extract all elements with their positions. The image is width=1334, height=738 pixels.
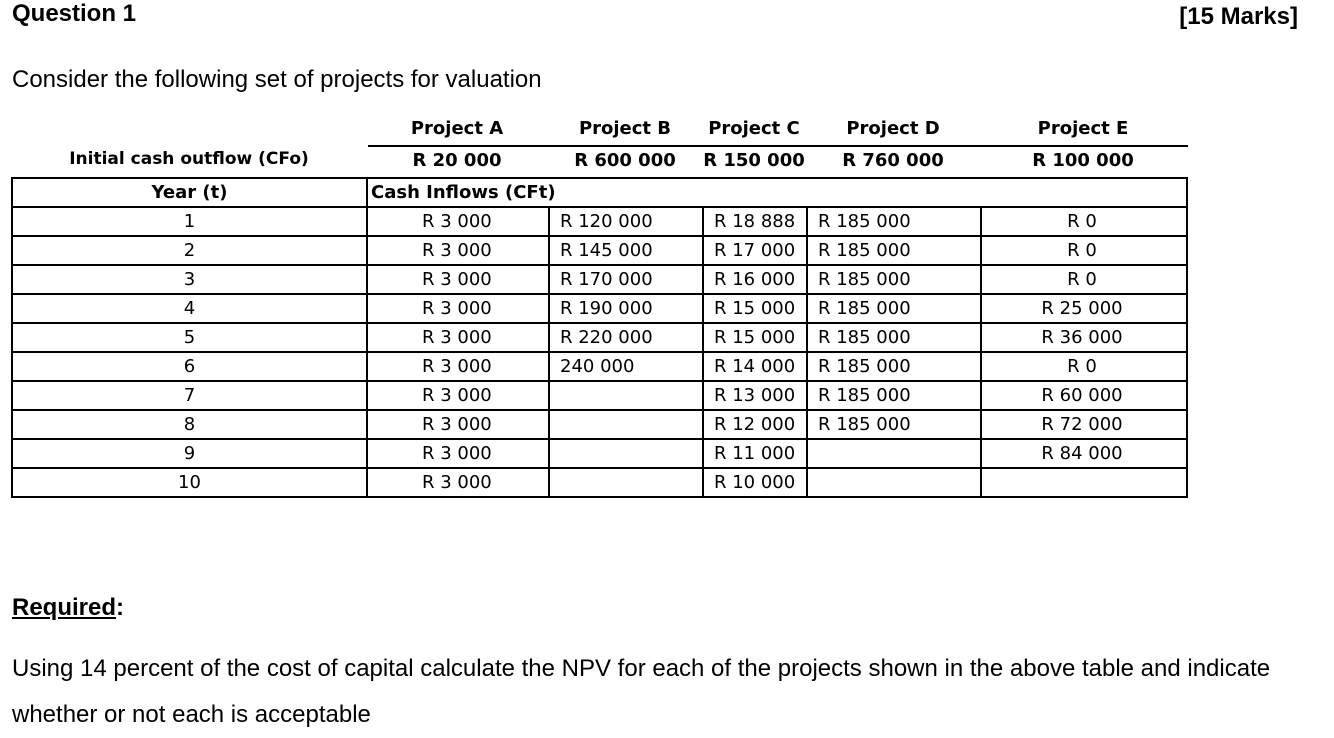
project-b-initial: R 600 000 — [574, 150, 676, 171]
project-e-cell — [981, 468, 1187, 497]
project-a-name: Project A — [410, 118, 504, 139]
project-d-cell: R 185 000 — [807, 294, 981, 323]
required-colon: : — [116, 594, 125, 621]
project-c-cell: R 10 000 — [703, 468, 807, 497]
table-row — [12, 381, 1187, 410]
table-row — [12, 439, 1187, 468]
project-b-cell: R 190 000 — [549, 294, 703, 323]
project-d-cell: R 185 000 — [807, 410, 981, 439]
table-row — [12, 323, 1187, 352]
project-c-cell: R 18 888 — [703, 207, 807, 236]
year-cell: 7 — [12, 381, 367, 410]
project-c-initial: R 150 000 — [703, 150, 805, 171]
table-header-row — [12, 178, 1187, 207]
project-d-cell: R 185 000 — [807, 352, 981, 381]
project-c-cell: R 14 000 — [703, 352, 807, 381]
project-e-cell: R 25 000 — [981, 294, 1187, 323]
project-e-cell: R 0 — [981, 207, 1187, 236]
project-a-cell: R 3 000 — [367, 265, 549, 294]
required-text: Using 14 percent of the cost of capital calculate the NPV for each of the projects shown in the above table and indicate whether or not each is acceptable — [12, 655, 1271, 728]
year-cell: 8 — [12, 410, 367, 439]
project-c-cell: R 15 000 — [703, 294, 807, 323]
project-c-name: Project C — [708, 118, 800, 139]
marks-label: [15 Marks] — [1179, 3, 1298, 30]
project-b-cell: 240 000 — [549, 352, 703, 381]
year-cell: 4 — [12, 294, 367, 323]
project-c-cell: R 13 000 — [703, 381, 807, 410]
project-e-cell: R 60 000 — [981, 381, 1187, 410]
project-b-cell — [549, 468, 703, 497]
project-e-name: Project E — [1037, 118, 1129, 139]
project-d-cell — [807, 468, 981, 497]
project-e-cell: R 0 — [981, 236, 1187, 265]
table-row — [12, 410, 1187, 439]
project-a-initial: R 20 000 — [412, 150, 502, 171]
project-e-cell: R 72 000 — [981, 410, 1187, 439]
table-row — [12, 236, 1187, 265]
header-rule — [368, 145, 1188, 147]
table-row — [12, 265, 1187, 294]
table-row — [12, 352, 1187, 381]
project-a-cell: R 3 000 — [367, 381, 549, 410]
project-e-cell: R 84 000 — [981, 439, 1187, 468]
project-d-name: Project D — [846, 118, 940, 139]
project-a-cell: R 3 000 — [367, 294, 549, 323]
project-e-cell: R 36 000 — [981, 323, 1187, 352]
project-e-cell: R 0 — [981, 265, 1187, 294]
question-title: Question 1 — [12, 0, 137, 27]
project-b-cell: R 220 000 — [549, 323, 703, 352]
required-heading — [12, 594, 124, 622]
year-cell: 9 — [12, 439, 367, 468]
project-b-cell — [549, 381, 703, 410]
project-d-cell: R 185 000 — [807, 323, 981, 352]
project-d-cell: R 185 000 — [807, 236, 981, 265]
year-cell: 5 — [12, 323, 367, 352]
table-row — [12, 207, 1187, 236]
cash-flow-table — [11, 177, 1188, 498]
year-header: Year (t) — [12, 178, 367, 207]
project-d-cell: R 185 000 — [807, 207, 981, 236]
project-b-cell: R 145 000 — [549, 236, 703, 265]
year-cell: 6 — [12, 352, 367, 381]
project-b-name: Project B — [578, 118, 672, 139]
table-row — [12, 294, 1187, 323]
project-b-cell: R 120 000 — [549, 207, 703, 236]
project-c-cell: R 11 000 — [703, 439, 807, 468]
project-b-cell — [549, 410, 703, 439]
year-cell: 3 — [12, 265, 367, 294]
project-a-cell: R 3 000 — [367, 323, 549, 352]
project-a-cell: R 3 000 — [367, 352, 549, 381]
project-d-initial: R 760 000 — [842, 150, 944, 171]
cash-inflows-header: Cash Inflows (CFt) — [367, 178, 1187, 207]
year-cell: 10 — [12, 468, 367, 497]
intro-text: Consider the following set of projects for valuation — [12, 66, 542, 93]
project-a-cell: R 3 000 — [367, 439, 549, 468]
project-e-cell: R 0 — [981, 352, 1187, 381]
project-d-cell — [807, 439, 981, 468]
project-a-cell: R 3 000 — [367, 207, 549, 236]
required-label: Required — [12, 594, 117, 621]
table-row — [12, 468, 1187, 497]
project-d-cell: R 185 000 — [807, 265, 981, 294]
project-c-cell: R 12 000 — [703, 410, 807, 439]
project-c-cell: R 16 000 — [703, 265, 807, 294]
project-c-cell: R 17 000 — [703, 236, 807, 265]
project-a-cell: R 3 000 — [367, 236, 549, 265]
initial-outflow-label: Initial cash outflow (CFo) — [69, 149, 309, 169]
project-d-cell: R 185 000 — [807, 381, 981, 410]
year-cell: 1 — [12, 207, 367, 236]
project-a-cell: R 3 000 — [367, 468, 549, 497]
project-a-cell: R 3 000 — [367, 410, 549, 439]
project-c-cell: R 15 000 — [703, 323, 807, 352]
project-e-initial: R 100 000 — [1032, 150, 1134, 171]
project-b-cell — [549, 439, 703, 468]
year-cell: 2 — [12, 236, 367, 265]
project-b-cell: R 170 000 — [549, 265, 703, 294]
